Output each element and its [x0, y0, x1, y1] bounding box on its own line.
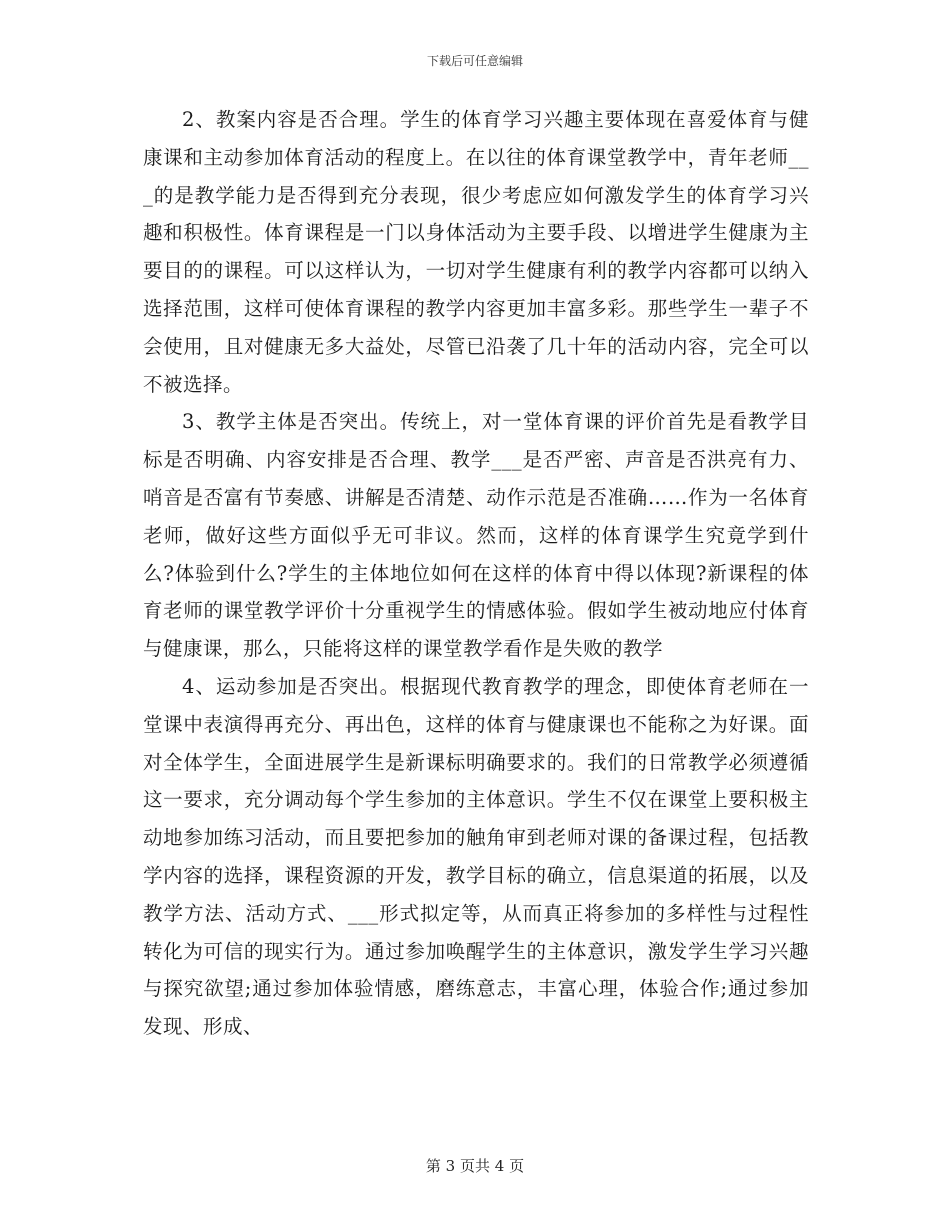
header-note: 下载后可任意编辑: [426, 54, 523, 68]
paragraph-4: 4、运动参加是否突出。根据现代教育教学的理念，即使体育老师在一堂课中表演得再充分、再出色，这样的体育与健康课也不能称之为好课。面对全体学生，全面进展学生是新课标明确要求的。我们的日常教学必须遵循这一要求，充分调动每个学生参加的主体意识。学生不仅在课堂上要积极主动地参加练习活动，而且要把参加的触角审到老师对课的备课过程，包括教学内容的选择，课程资源的开发，教学目标的确立，信息渠道的拓展，以及教学方法、活动方式、___形式拟定等，从而真正将参加的多样性与过程性转化为可信的现实行为。通过参加唤醒学生的主体意识，激发学生学习兴趣与探究欲望;通过参加体验情感，磨练意志，丰富心理，体验合作;通过参加发现、形成、: [143, 674, 809, 1039]
document-body: [143, 101, 809, 1046]
paragraph-2: 2、教案内容是否合理。学生的体育学习兴趣主要体现在喜爱体育与健康课和主动参加体育活动的程度上。在以往的体育课堂教学中，青年老师___的是教学能力是否得到充分表现，很少考虑应如何激发学生的体育学习兴趣和积极性。体育课程是一门以身体活动为主要手段、以增进学生健康为主要目的的课程。可以这样认为，一切对学生健康有利的教学内容都可以纳入选择范围，这样可使体育课程的教学内容更加丰富多彩。那些学生一辈子不会使用，且对健康无多大益处，尽管已沿袭了几十年的活动内容，完全可以不被选择。: [143, 108, 809, 396]
paragraph-3: 3、教学主体是否突出。传统上，对一堂体育课的评价首先是看教学目标是否明确、内容安排是否合理、教学___是否严密、声音是否洪亮有力、哨音是否富有节奏感、讲解是否清楚、动作示范是否准确……作为一名体育老师，做好这些方面似乎无可非议。然而，这样的体育课学生究竟学到什么?体验到什么?学生的主体地位如何在这样的体育中得以体现?新课程的体育老师的课堂教学评价十分重视学生的情感体验。假如学生被动地应付体育与健康课，那么，只能将这样的课堂教学看作是失败的教学: [143, 410, 809, 661]
page-number: 第 3 页共 4 页: [425, 1157, 525, 1175]
